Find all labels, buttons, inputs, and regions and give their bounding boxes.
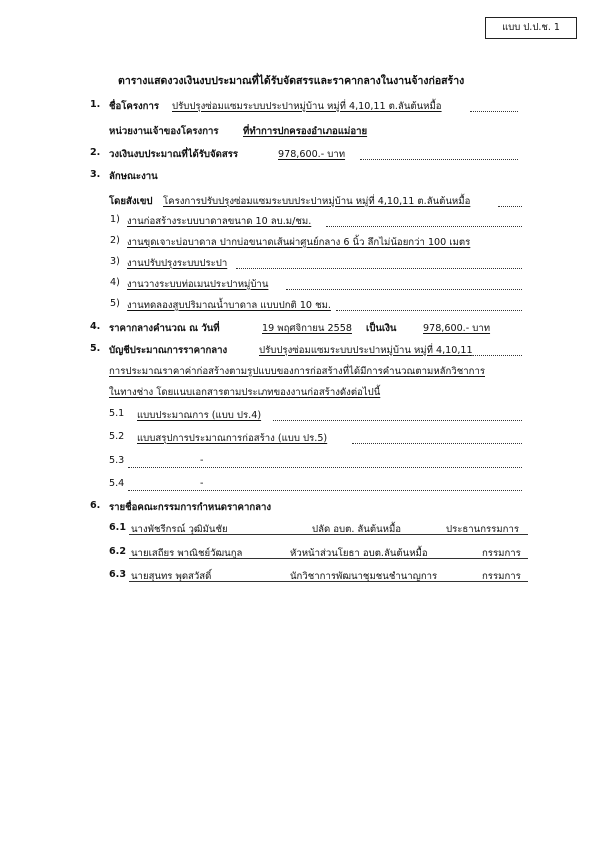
project-name-dotline	[470, 111, 518, 112]
item4-number: 4.	[90, 321, 101, 332]
summary-dotline	[498, 206, 522, 207]
work-item-number: 4)	[110, 277, 120, 288]
attachment-dotline	[273, 420, 522, 421]
estimate-value: ปรับปรุงซ่อมแซมระบบประปาหมู่บ้าน หมู่ที่ 4,10,11	[259, 345, 473, 356]
summary-value: โครงการปรับปรุงซ่อมแซมระบบประปาหมู่บ้าน หมู่ที่ 4,10,11 ต.ลันต้นหมื้อ	[163, 196, 471, 207]
item5-label: บัญชีประมาณการราคากลาง	[109, 345, 228, 356]
committee-role: กรรมการ	[482, 571, 521, 582]
work-item-dotline	[336, 310, 522, 311]
work-item-text: งานวางระบบท่อเมนประปาหมู่บ้าน	[127, 279, 269, 290]
item1-number: 1.	[90, 99, 101, 110]
committee-name: นายเสถียร พาณิชย์วัฒนกูล	[131, 548, 243, 559]
attachment-number: 5.1	[109, 408, 125, 419]
attachment-text: -	[200, 478, 204, 489]
committee-position: ปลัด อบต. ลันต้นหมื้อ	[312, 524, 402, 535]
amount-value: 978,600.- บาท	[423, 323, 491, 334]
committee-number: 6.3	[109, 569, 126, 580]
attachment-text: แบบสรุปการประมาณการก่อสร้าง (แบบ ปร.5)	[137, 433, 328, 444]
work-item-number: 2)	[110, 235, 120, 246]
work-item-dotline	[286, 289, 522, 290]
item2-label: วงเงินงบประมาณที่ได้รับจัดสรร	[109, 149, 239, 160]
attachment-number: 5.4	[109, 478, 125, 489]
item6-label: รายชื่อคณะกรรมการกำหนดราคากลาง	[109, 502, 272, 513]
committee-number: 6.1	[109, 522, 126, 533]
agency-value: ที่ทำการปกครองอำเภอแม่อาย	[243, 126, 368, 137]
project-name-value: ปรับปรุงซ่อมแซมระบบประปาหมู่บ้าน หมู่ที่ 4,10,11 ต.ลันต้นหมื้อ	[172, 101, 442, 112]
attachment-dotline	[128, 467, 522, 468]
work-item-text: งานก่อสร้างระบบบาดาลขนาด 10 ลบ.ม/ชม.	[127, 216, 312, 227]
work-item-dotline	[326, 226, 522, 227]
committee-underline	[129, 558, 528, 559]
work-item-text: งานทดลองสูบปริมาณน้ำบาดาล แบบปกติ 10 ชม.	[127, 300, 331, 311]
page-title: ตารางแสดงวงเงินงบประมาณที่ได้รับจัดสรรและราคากลางในงานจ้างก่อสร้าง	[118, 75, 465, 87]
work-item-number: 1)	[110, 214, 120, 225]
estimate-dotline	[468, 355, 522, 356]
item6-number: 6.	[90, 500, 101, 511]
item3-label: ลักษณะงาน	[109, 171, 158, 182]
work-item-text: งานปรับปรุงระบบประปา	[127, 258, 228, 269]
budget-value: 978,600.- บาท	[278, 149, 346, 160]
amount-label: เป็นเงิน	[366, 323, 397, 334]
summary-label: โดยสังเขป	[109, 196, 153, 207]
estimate-line-3: ในทางช่าง โดยแนบเอกสารตามประเภทของงานก่อสร้างดังต่อไปนี้	[109, 387, 381, 398]
committee-underline	[129, 581, 528, 582]
committee-name: นายสุนทร พุดสวัสดิ์	[131, 571, 212, 582]
committee-position: หัวหน้าส่วนโยธา อบต.ลันต้นหมื้อ	[290, 548, 428, 559]
estimate-line-2: การประมาณราคาค่าก่อสร้างตามรูปแบบของการก่อสร้างที่ได้มีการคำนวณตามหลักวิชาการ	[109, 366, 485, 377]
item4-label: ราคากลางคำนวณ ณ วันที่	[109, 323, 220, 334]
committee-position: นักวิชาการพัฒนาชุมชนชำนาญการ	[290, 571, 438, 582]
committee-underline	[129, 534, 528, 535]
item2-number: 2.	[90, 147, 101, 158]
form-code-box: แบบ ป.ป.ช. 1	[485, 17, 577, 39]
work-item-number: 3)	[110, 256, 120, 267]
work-item-text: งานขุดเจาะบ่อบาดาล ปากบ่อขนาดเส้นผ่าศูนย์กลาง 6 นิ้ว ลึกไม่น้อยกว่า 100 เมตร	[127, 237, 471, 248]
attachment-dotline	[128, 490, 522, 491]
item3-number: 3.	[90, 169, 101, 180]
committee-number: 6.2	[109, 546, 126, 557]
item5-number: 5.	[90, 343, 101, 354]
committee-role: กรรมการ	[482, 548, 521, 559]
agency-label: หน่วยงานเจ้าของโครงการ	[109, 126, 219, 137]
committee-name: นางพัชรีกรณ์ วุฒิมันชัย	[131, 524, 228, 535]
work-item-number: 5)	[110, 298, 120, 309]
attachment-dotline	[352, 443, 522, 444]
budget-dotline	[360, 159, 518, 160]
attachment-text: แบบประมาณการ (แบบ ปร.4)	[137, 410, 262, 421]
attachment-text: -	[200, 455, 204, 466]
price-date-value: 19 พฤศจิกายน 2558	[262, 323, 352, 334]
committee-role: ประธานกรรมการ	[446, 524, 519, 535]
work-item-dotline	[236, 268, 522, 269]
attachment-number: 5.2	[109, 431, 125, 442]
attachment-number: 5.3	[109, 455, 125, 466]
item1-label: ชื่อโครงการ	[109, 101, 160, 112]
